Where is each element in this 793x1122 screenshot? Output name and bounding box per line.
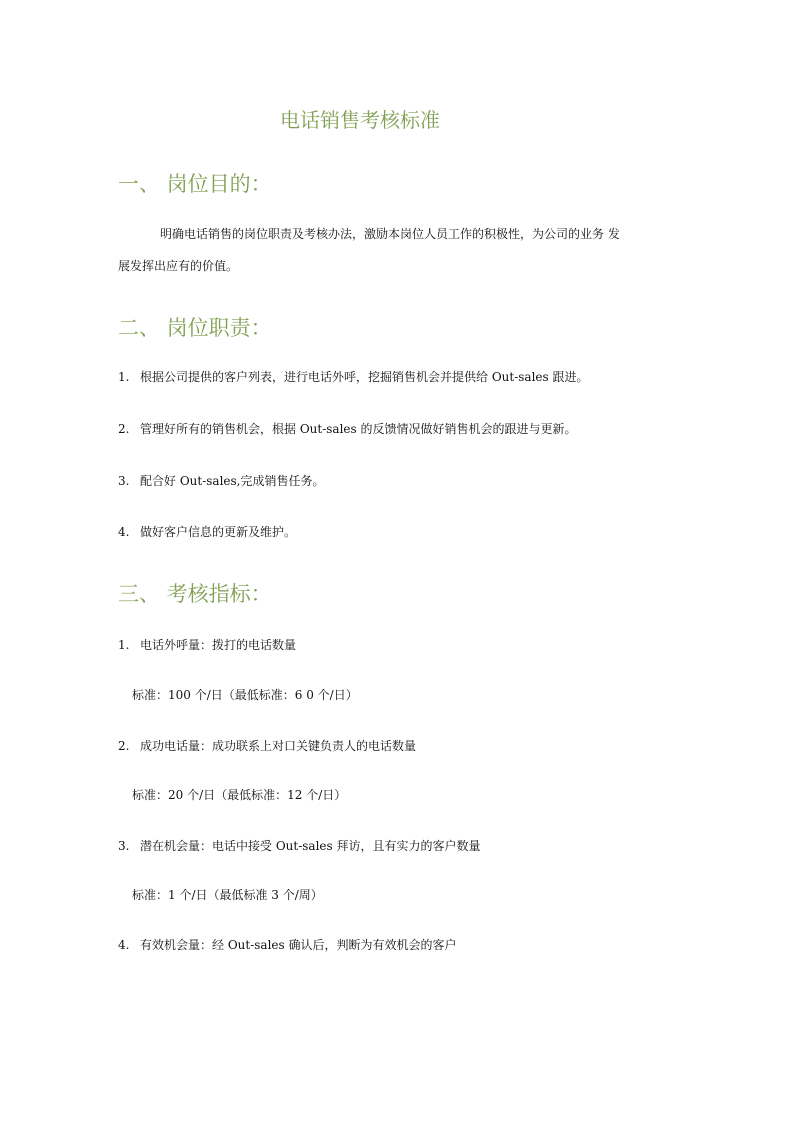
duty-item bbox=[118, 523, 296, 540]
document-title: 电话销售考核标准 bbox=[280, 108, 440, 132]
item-number: 3. bbox=[118, 474, 130, 488]
item-number: 1. bbox=[118, 370, 130, 384]
item-text: 配合好 Out-sales,完成销售任务。 bbox=[140, 474, 325, 488]
duty-item bbox=[118, 420, 577, 437]
purpose-paragraph-line-1: 明确电话销售的岗位职责及考核办法，激励本岗位人员工作的积极性，为公司的业务 发 bbox=[160, 227, 620, 241]
item-text: 根据公司提供的客户列表，进行电话外呼，挖掘销售机会并提供给 Out-sales 跟进。 bbox=[140, 370, 589, 384]
item-text: 成功电话量：成功联系上对口关键负责人的电话数量 bbox=[140, 739, 417, 753]
metric-item bbox=[118, 936, 456, 953]
duty-item bbox=[118, 472, 324, 489]
metric-standard: 标准：100 个/日（最低标准：6 0 个/日） bbox=[132, 688, 358, 702]
item-text: 做好客户信息的更新及维护。 bbox=[140, 525, 297, 539]
metric-item bbox=[118, 837, 481, 854]
item-number: 2. bbox=[118, 739, 130, 753]
purpose-paragraph-line-2: 展发挥出应有的价值。 bbox=[118, 259, 239, 273]
metric-standard: 标准：1 个/日（最低标准 3 个/周） bbox=[132, 888, 323, 902]
section-heading-metrics: 三、 考核指标： bbox=[118, 582, 272, 606]
metric-standard: 标准：20 个/日（最低标准：12 个/日） bbox=[132, 788, 347, 802]
item-text: 管理好所有的销售机会，根据 Out-sales 的反馈情况做好销售机会的跟进与更新。 bbox=[140, 422, 577, 436]
duty-item bbox=[118, 368, 589, 385]
item-number: 1. bbox=[118, 638, 130, 652]
item-number: 4. bbox=[118, 525, 130, 539]
section-heading-duties: 二、 岗位职责： bbox=[118, 316, 272, 340]
section-heading-purpose: 一、 岗位目的： bbox=[118, 172, 272, 196]
metric-item bbox=[118, 636, 296, 653]
item-number: 2. bbox=[118, 422, 130, 436]
item-text: 电话外呼量：拨打的电话数量 bbox=[140, 638, 297, 652]
metric-item bbox=[118, 737, 416, 754]
item-text: 潜在机会量：电话中接受 Out-sales 拜访，且有实力的客户数量 bbox=[140, 839, 481, 853]
item-number: 4. bbox=[118, 938, 130, 952]
item-text: 有效机会量：经 Out-sales 确认后，判断为有效机会的客户 bbox=[140, 938, 457, 952]
item-number: 3. bbox=[118, 839, 130, 853]
